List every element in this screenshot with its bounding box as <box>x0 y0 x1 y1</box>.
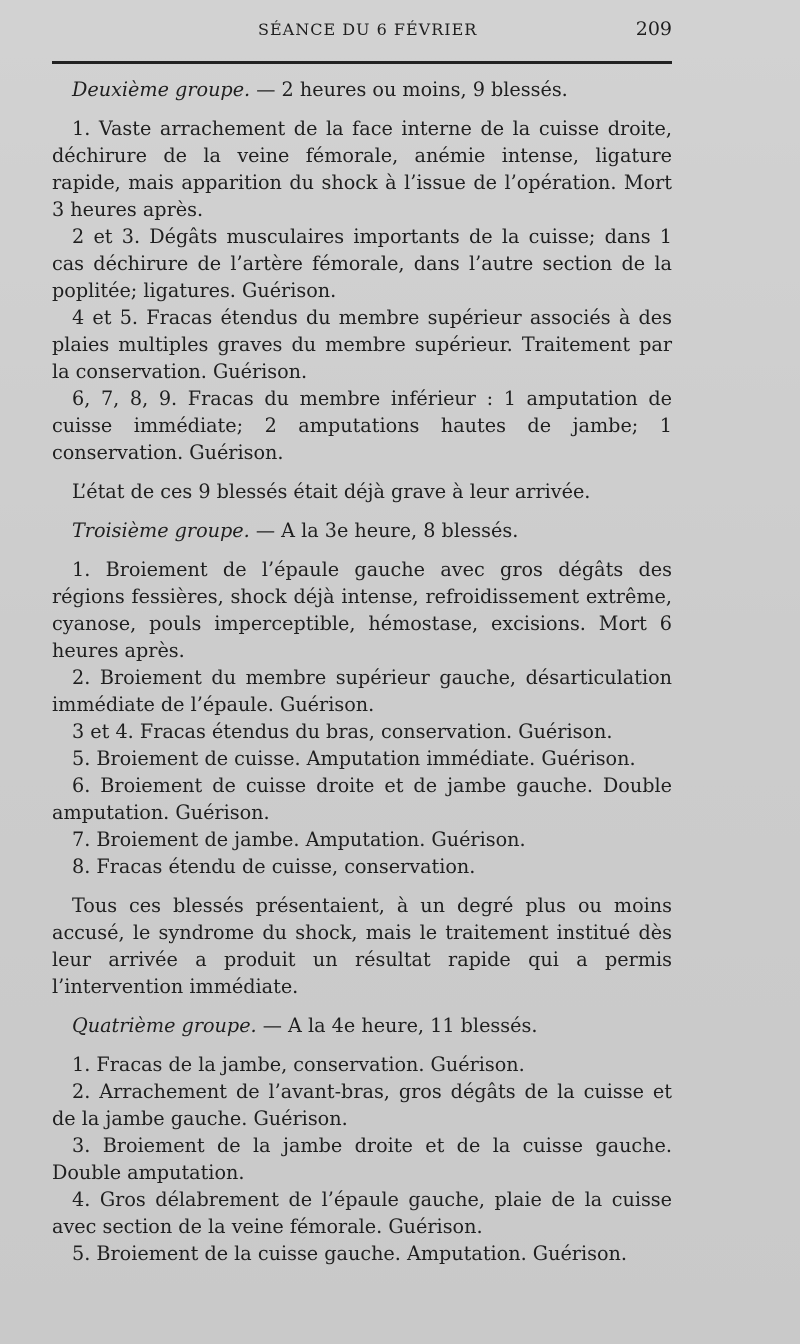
case-item: 1. Vaste arrachement de la face interne de la cuisse droite, déchirure de la veine fémorale, anémie intense, ligature rapide, mais apparition du shock à l’issue de l’opération. Mort 3 heures après. <box>52 117 672 221</box>
spacer <box>52 103 672 115</box>
case-item: 4. Gros délabrement de l’épaule gauche, plaie de la cuisse avec section de la veine fémorale. Guérison. <box>52 1188 672 1238</box>
document-body <box>52 76 672 1267</box>
spacer <box>52 505 672 517</box>
running-head: SÉANCE DU 6 FÉVRIER <box>258 20 478 39</box>
group-heading-2 <box>52 76 672 103</box>
case-item: 3 et 4. Fracas étendus du bras, conservation. Guérison. <box>72 720 613 743</box>
group-rest: — A la 3e heure, 8 blessés. <box>249 519 519 542</box>
case-item: 4 et 5. Fracas étendus du membre supérieur associés à des plaies multiples graves du membre supérieur. Traitement par la conservation. Guérison. <box>52 306 672 383</box>
spacer <box>52 466 672 478</box>
group-heading-3 <box>52 517 672 544</box>
case-item: 7. Broiement de jambe. Amputation. Guérison. <box>72 828 526 851</box>
case-item: 1. Fracas de la jambe, conservation. Guérison. <box>72 1053 525 1076</box>
case-item: 5. Broiement de cuisse. Amputation immédiate. Guérison. <box>72 747 636 770</box>
group-name: Quatrième groupe. <box>72 1014 257 1037</box>
case-item: 6, 7, 8, 9. Fracas du membre inférieur : 1 amputation de cuisse immédiate; 2 amputations hautes de jambe; 1 conservation. Guérison. <box>52 387 672 464</box>
case-item: 2 et 3. Dégâts musculaires importants de la cuisse; dans 1 cas déchirure de l’artère fémorale, dans l’autre section de la poplitée; ligatures. Guérison. <box>52 225 672 302</box>
case-item: 8. Fracas étendu de cuisse, conservation. <box>72 855 476 878</box>
group-heading-4 <box>52 1012 672 1039</box>
group-rest: — 2 heures ou moins, 9 blessés. <box>250 78 568 101</box>
group-name: Troisième groupe. <box>72 519 250 542</box>
case-item: 2. Arrachement de l’avant-bras, gros dégâts de la cuisse et de la jambe gauche. Guérison. <box>52 1080 672 1130</box>
case-item: 6. Broiement de cuisse droite et de jambe gauche. Double amputation. Guérison. <box>52 774 672 824</box>
spacer <box>52 880 672 892</box>
case-item: 1. Broiement de l’épaule gauche avec gros dégâts des régions fessières, shock déjà intense, refroidissement extrême, cyanose, pouls imperceptible, hémostase, excisions. Mort 6 heures après. <box>52 558 672 662</box>
group-summary: L’état de ces 9 blessés était déjà grave à leur arrivée. <box>72 480 591 503</box>
group-summary: Tous ces blessés présentaient, à un degré plus ou moins accusé, le syndrome du shock, mais le traitement institué dès leur arrivée a produit un résultat rapide qui a permis l’intervention immédiate. <box>52 894 672 998</box>
group-name: Deuxième groupe. <box>72 78 251 101</box>
case-item: 3. Broiement de la jambe droite et de la cuisse gauche. Double amputation. <box>52 1134 672 1184</box>
spacer <box>52 1039 672 1051</box>
group-rest: — A la 4e heure, 11 blessés. <box>256 1014 538 1037</box>
case-item: 2. Broiement du membre supérieur gauche, désarticulation immédiate de l’épaule. Guérison. <box>52 666 672 716</box>
spacer <box>52 1000 672 1012</box>
case-item: 5. Broiement de la cuisse gauche. Amputation. Guérison. <box>72 1242 627 1265</box>
page-number: 209 <box>635 18 672 40</box>
page-header <box>52 18 672 46</box>
header-rule <box>52 61 672 64</box>
spacer <box>52 544 672 556</box>
